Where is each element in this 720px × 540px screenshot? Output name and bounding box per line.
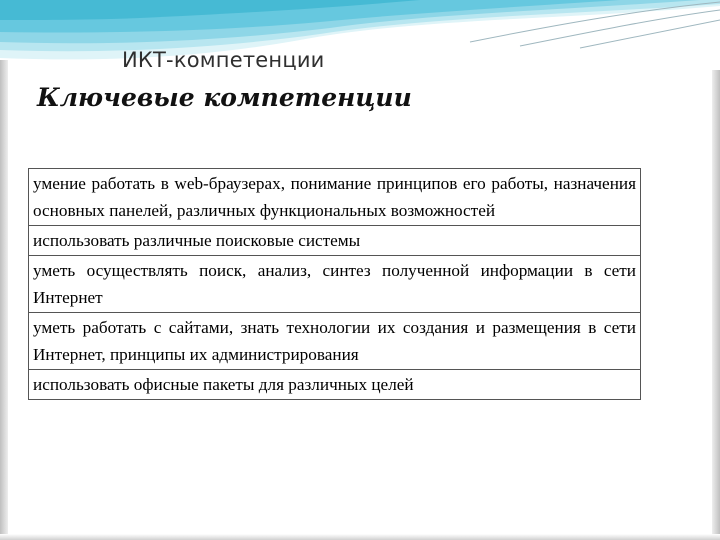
- right-border-shadow: [712, 70, 720, 540]
- slide-subtitle: ИКТ-компетенции: [122, 48, 325, 72]
- left-border-shadow: [0, 60, 8, 540]
- table-row: [29, 226, 641, 256]
- competency-cell: умение работать в web-браузерах, понимание принципов его работы, назначения основных панелей, различных функциональных возможностей: [29, 169, 641, 226]
- competency-cell: уметь работать с сайтами, знать технологии их создания и размещения в сети Интернет, принципы их администрирования: [29, 313, 641, 370]
- table-row: [29, 370, 641, 400]
- table-row: [29, 169, 641, 226]
- table-row: [29, 313, 641, 370]
- competency-cell: использовать различные поисковые системы: [29, 226, 641, 256]
- table-row: [29, 256, 641, 313]
- header-wave-decoration: [0, 0, 720, 80]
- slide-title: Ключевые компетенции: [37, 83, 412, 112]
- competency-cell: уметь осуществлять поиск, анализ, синтез полученной информации в сети Интернет: [29, 256, 641, 313]
- competencies-table: [28, 168, 641, 400]
- competency-cell: использовать офисные пакеты для различных целей: [29, 370, 641, 400]
- bottom-border-shadow: [0, 534, 720, 540]
